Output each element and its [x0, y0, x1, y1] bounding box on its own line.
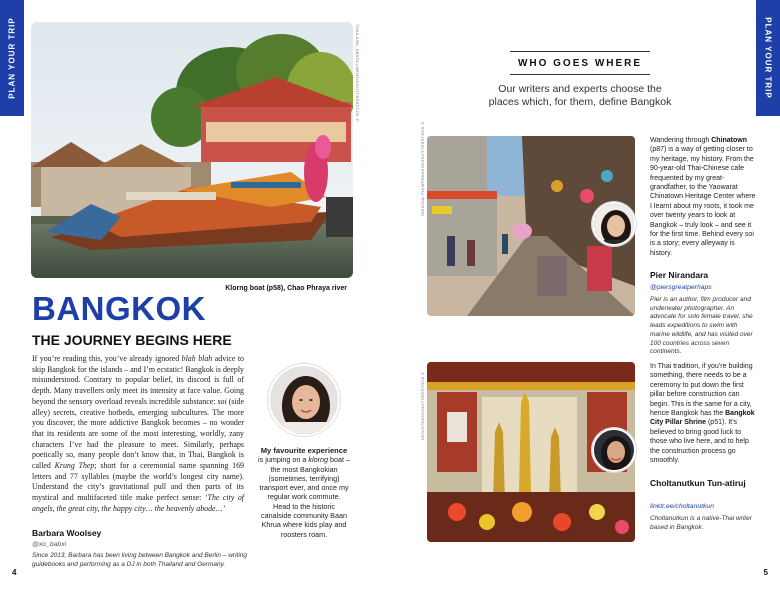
author-avatar	[268, 364, 340, 436]
section-divider-top	[510, 51, 650, 52]
photo-credit-top: SIRICHAI PHIMPRAKHIN/SHUTTERSTOCK ©	[420, 121, 425, 216]
plan-your-trip-tab-left	[0, 0, 24, 116]
choltanutkun-name: Choltanutkun Tun-atiruj	[650, 478, 746, 488]
photo-credit-left: THAILAND_ABSOLUMENT/SHUTTERSTOCK ©	[355, 24, 360, 122]
choltanutkun-avatar	[592, 428, 636, 472]
page-number-right: 5	[763, 568, 768, 577]
klorng-boat-photo	[31, 22, 353, 278]
city-pillar-text: In Thai tradition, if you’re building something, there needs to be a ceremony to put down the first pillar before construction can begin. This is the same for a city, hence Bangkok has the Bangkok City Pillar Shrine (p51). It’s believed to bring good luck to those who live here, and to help the construction process go smoothly.	[650, 363, 755, 465]
author-bio: Since 2013, Barbara has been living between Bangkok and Berlin – writing guidebooks and performing as a DJ in both Thailand and Germany.	[32, 552, 247, 568]
photo-caption: Klorng boat (p58), Chao Phraya river	[225, 285, 347, 292]
favourite-experience	[258, 446, 350, 539]
tab-label-left: PLAN YOUR TRIP	[7, 17, 17, 99]
plan-your-trip-tab-right	[756, 0, 780, 116]
intro-text: If you’re reading this, you’ve already ignored blah blah advice to skip Bangkok for the islands – and I’m ecstatic! Bangkok is deeply misunderstood. Contrary to popular belief, its discord is full of depth. Many travellers only meet its intensity at face value. Going beyond the sensory overload reveals incredible substance: soi (side alley) secrets, creative hotbeds, emerging subcultures. The more you discover, the more addictive Bangkok becomes – no wonder that its residents are some of the most interesting, worldly, zany characters I’ve had the pleasure to meet. Similarly, perhaps poetically so, many people don’t know that, in Thai, Bangkok is called Krung Thep; short for a ceremonial name spanning 169 letters and 77 syllables (maybe the world’s longest city name). Understand the city’s gravitational pull and then parts of its mystical and multifaceted title make perfect sense: ‘The city of angels, the great city, the happy city… the heavenly abode…’	[32, 354, 245, 513]
section-subtitle: Our writers and experts choose the places which, for them, define Bangkok	[488, 83, 672, 108]
favourite-heading: My favourite experience	[260, 446, 348, 455]
author-name: Barbara Woolsey	[32, 528, 102, 538]
tab-label-right: PLAN YOUR TRIP	[763, 17, 773, 99]
pier-name: Pier Nirandara	[650, 270, 709, 280]
pier-handle[interactable]: @piersgreatperhaps	[650, 284, 712, 291]
photo-credit-bottom: DENISTOAN/SHUTTERSTOCK ©	[420, 371, 425, 440]
choltanutkun-bio: Choltanutkun is a native-Thai writer based in Bangkok.	[650, 515, 752, 531]
section-title: WHO GOES WHERE	[517, 58, 643, 69]
pier-avatar	[592, 202, 636, 246]
section-divider-bottom	[510, 74, 650, 75]
favourite-body: is jumping on a klorng boat – the most Bangkokian (sometimes, terrifying) transport ever, and once my regular work commute. Head to the historic canalside community Baan Khrua where kids play and roosters roam.	[258, 455, 350, 539]
pier-bio: Pier is an author, film producer and underwater photographer. An advocate for solo female travel, she leads expeditions to swim with marine wildlife, and has visited over 100 countries across seven continents.	[650, 296, 753, 356]
page-number-left: 4	[12, 568, 17, 577]
page-subtitle: THE JOURNEY BEGINS HERE	[32, 332, 232, 348]
page-title: BANGKOK	[32, 290, 206, 327]
author-handle[interactable]: @xo_babxi	[32, 541, 67, 548]
choltanutkun-handle[interactable]: linktr.ee/choltanutkun	[650, 503, 714, 510]
chinatown-text: Wandering through Chinatown (p87) is a way of getting closer to my heritage, my history. From the 90-year-old Thai-Chinese cafe frequented by my great-grandfather, to the Yaowarat Chinatown Heritage Center where I learnt about my roots, it took me over twenty years to look at Bangkok – truly look – and see it for the first time. Behind every soi is a story; every alleyway is history.	[650, 137, 756, 257]
